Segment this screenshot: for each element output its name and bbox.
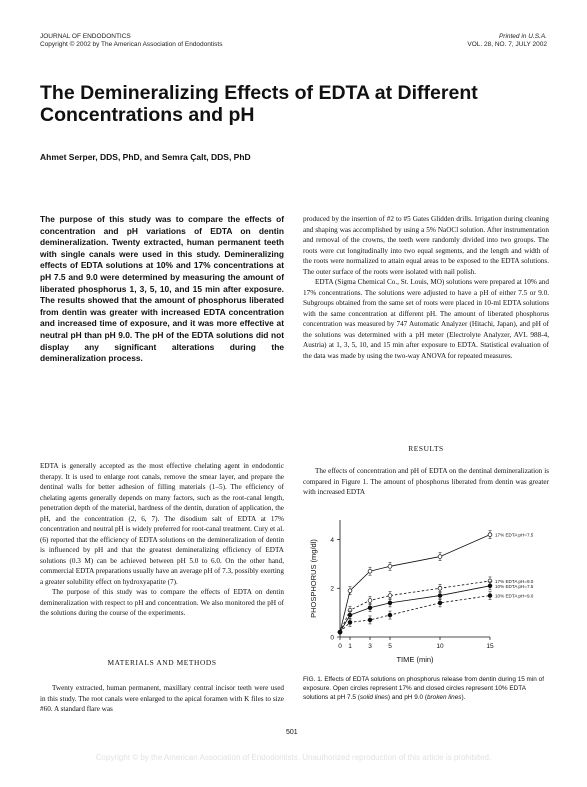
- copyright-line: Copyright © 2002 by The American Association of Endodontists: [40, 41, 223, 48]
- x-tick-label: 1: [348, 643, 352, 650]
- caption-label: FIG. 1.: [303, 676, 323, 683]
- printed-in: Printed in U.S.A.: [498, 33, 547, 40]
- series-label: 17% EDTA pH=9.0: [495, 578, 534, 584]
- data-point: [488, 594, 492, 598]
- methods-paragraph-1-continued: produced by the insertion of #2 to #5 Gates Glidden drills. Irrigation during cleaning and shaping was accomplished by using a 5% NaOCl solution. After instrumentation and removal of the crowns, the teeth were randomly divided into two groups. The roots were cut longitudinally into two equal segments, and the length and width of the roots were normalized to attain equal areas to be exposed to the EDTA solutions. The outer surface of the roots were isolated with nail polish.: [303, 215, 549, 276]
- data-point: [348, 613, 352, 617]
- journal-name: JOURNAL OF ENDODONTICS: [40, 33, 131, 40]
- data-point: [388, 594, 392, 598]
- methods-column-right: [303, 214, 549, 361]
- data-point: [368, 618, 372, 622]
- series-line: [340, 586, 490, 632]
- data-point: [338, 630, 342, 634]
- page-number: 501: [286, 729, 298, 736]
- methods-paragraph-2: EDTA (Sigma Chemical Co., St. Louis, MO) solutions were prepared at 10% and 17% concentrations. The solutions were adjusted to have a pH of either 7.5 or 9.0. Subgroups obtained from the same set of roots were placed in 10-ml EDTA solutions with the same concentration at different pH. The amount of liberated phosphorus concentration was measured by 747 Automatic Analyzer (Hitachi, Japan), and pH of the solutions was determined with a pH meter (Electrolyte Analyzer, AVL 988-4, Austria) at 1, 3, 5, 10, and 15 min after exposure to EDTA. Statistical evaluation of the data was made by using the two-way ANOVA for repeated measures.: [303, 278, 549, 360]
- series-line: [340, 581, 490, 632]
- y-tick-label: 4: [330, 536, 334, 544]
- data-point: [348, 589, 352, 593]
- x-tick-label: 3: [368, 643, 372, 650]
- figure-caption: [303, 675, 549, 703]
- data-point: [388, 564, 392, 568]
- methods-heading: MATERIALS AND METHODS: [107, 658, 217, 667]
- intro-paragraph-1: EDTA is generally accepted as the most effective chelating agent in endodontic therapy. It is used to enlarge root canals, remove the smear layer, and prepare the dentinal walls for better adhesion of filling materials (1–5). The efficiency of chelating agents generally depends on many factors, such as the root-canal length, penetration depth of the material, hardness of the dentin, duration of application, the pH, and the concentration (2, 6, 7). The disodium salt of EDTA at 17% concentration and neutral pH is widely preferred for root-canal treatment. Cury et al. (6) reported that the efficiency of EDTA solutions on the demineralization of dentin is influenced by pH and that the greatest demineralizing efficiency of EDTA solutions (0.3 M) can be achieved between pH 5.0 to 6.0. On the other hand, commercial EDTA preparations usually have an average pH of 7.3, possibly exerting a greater solubility effect on hydroxyapatite (7).: [40, 462, 284, 586]
- methods-column-left: [40, 683, 284, 715]
- results-heading: RESULTS: [408, 444, 444, 453]
- caption-broken-lines: broken lines: [426, 694, 462, 702]
- results-paragraph-1: The effects of concentration and pH of EDTA on the dentinal demineralization is compared in Figure 1. The amount of phosphorus liberated from dentin was greater with increased EDTA: [303, 467, 549, 496]
- x-tick-label: 5: [388, 643, 392, 650]
- phosphorus-release-chart: [300, 512, 552, 670]
- y-tick-label: 2: [330, 585, 334, 593]
- data-point: [348, 620, 352, 624]
- caption-mid: ) and pH 9.0 (: [387, 694, 427, 702]
- methods-paragraph-1: Twenty extracted, human permanent, maxillary central incisor teeth were used in this study. The root canals were enlarged to the apical foramen with K files to size #60. A standard flare was: [40, 684, 284, 713]
- y-tick-label: 0: [330, 634, 334, 642]
- data-point: [438, 594, 442, 598]
- authors: Ahmet Serper, DDS, PhD, and Semra Çalt, DDS, PhD: [40, 152, 251, 162]
- data-point: [438, 555, 442, 559]
- data-point: [438, 601, 442, 605]
- data-point: [488, 584, 492, 588]
- caption-solid-lines: solid lines: [359, 694, 388, 702]
- article-title: The Demineralizing Effects of EDTA at Different Concentrations and pH: [40, 82, 478, 126]
- series-label: 17% EDTA pH=7.5: [495, 532, 534, 538]
- x-tick-label: 10: [436, 643, 444, 650]
- x-tick-label: 0: [338, 643, 342, 650]
- data-point: [488, 533, 492, 537]
- intro-paragraph-2: The purpose of this study was to compare the effects of EDTA on dentin demineralization with respect to pH and concentration. We also monitored the pH of the solutions during the course of the experiments.: [40, 588, 284, 617]
- x-axis-label: TIME (min): [396, 655, 434, 664]
- introduction: [40, 461, 284, 619]
- data-point: [388, 601, 392, 605]
- data-point: [368, 599, 372, 603]
- series-line: [340, 535, 490, 633]
- series-line: [340, 596, 490, 633]
- data-point: [368, 606, 372, 610]
- series-label: 10% EDTA pH=9.0: [495, 593, 534, 599]
- volume-info: VOL. 28, NO. 7, JULY 2002: [467, 41, 547, 48]
- x-tick-label: 15: [486, 643, 494, 650]
- abstract: The purpose of this study was to compare the effects of concentration and pH variations of EDTA on dentin demineralization. Twenty extracted, human permanent teeth with single canals were used in this study. Demineralizing effects of EDTA solutions at 10% and 17% concentrations at pH 7.5 and 9.0 were determined by measuring the amount of liberated phosphorus 1, 3, 5, 10, and 15 min after exposure. The results showed that the amount of phosphorus liberated from dentin was greater with increased EDTA concentration and increased time of exposure, and it was more effective at neutral pH than pH 9.0. The pH of the EDTA solutions did not display any significant alterations during the demineralization process.: [40, 214, 284, 364]
- y-axis-label: PHOSPHORUS (mg/dl): [309, 539, 318, 618]
- data-point: [438, 586, 442, 590]
- copyright-watermark: Copyright © by the American Association of Endodontists. Unauthorized reproduction of this article is prohibited.: [95, 753, 492, 762]
- series-label: 10% EDTA pH=7.5: [495, 583, 534, 589]
- caption-end: ).: [461, 694, 466, 702]
- caption-text: Effects of EDTA solutions on phosphorus release from dentin during 15 min of exposure. Open circles represent 17% and closed circles represent 10% EDTA solutions at pH 7.5 (: [303, 676, 544, 702]
- data-point: [388, 613, 392, 617]
- data-point: [368, 569, 372, 573]
- results-text: [303, 466, 549, 498]
